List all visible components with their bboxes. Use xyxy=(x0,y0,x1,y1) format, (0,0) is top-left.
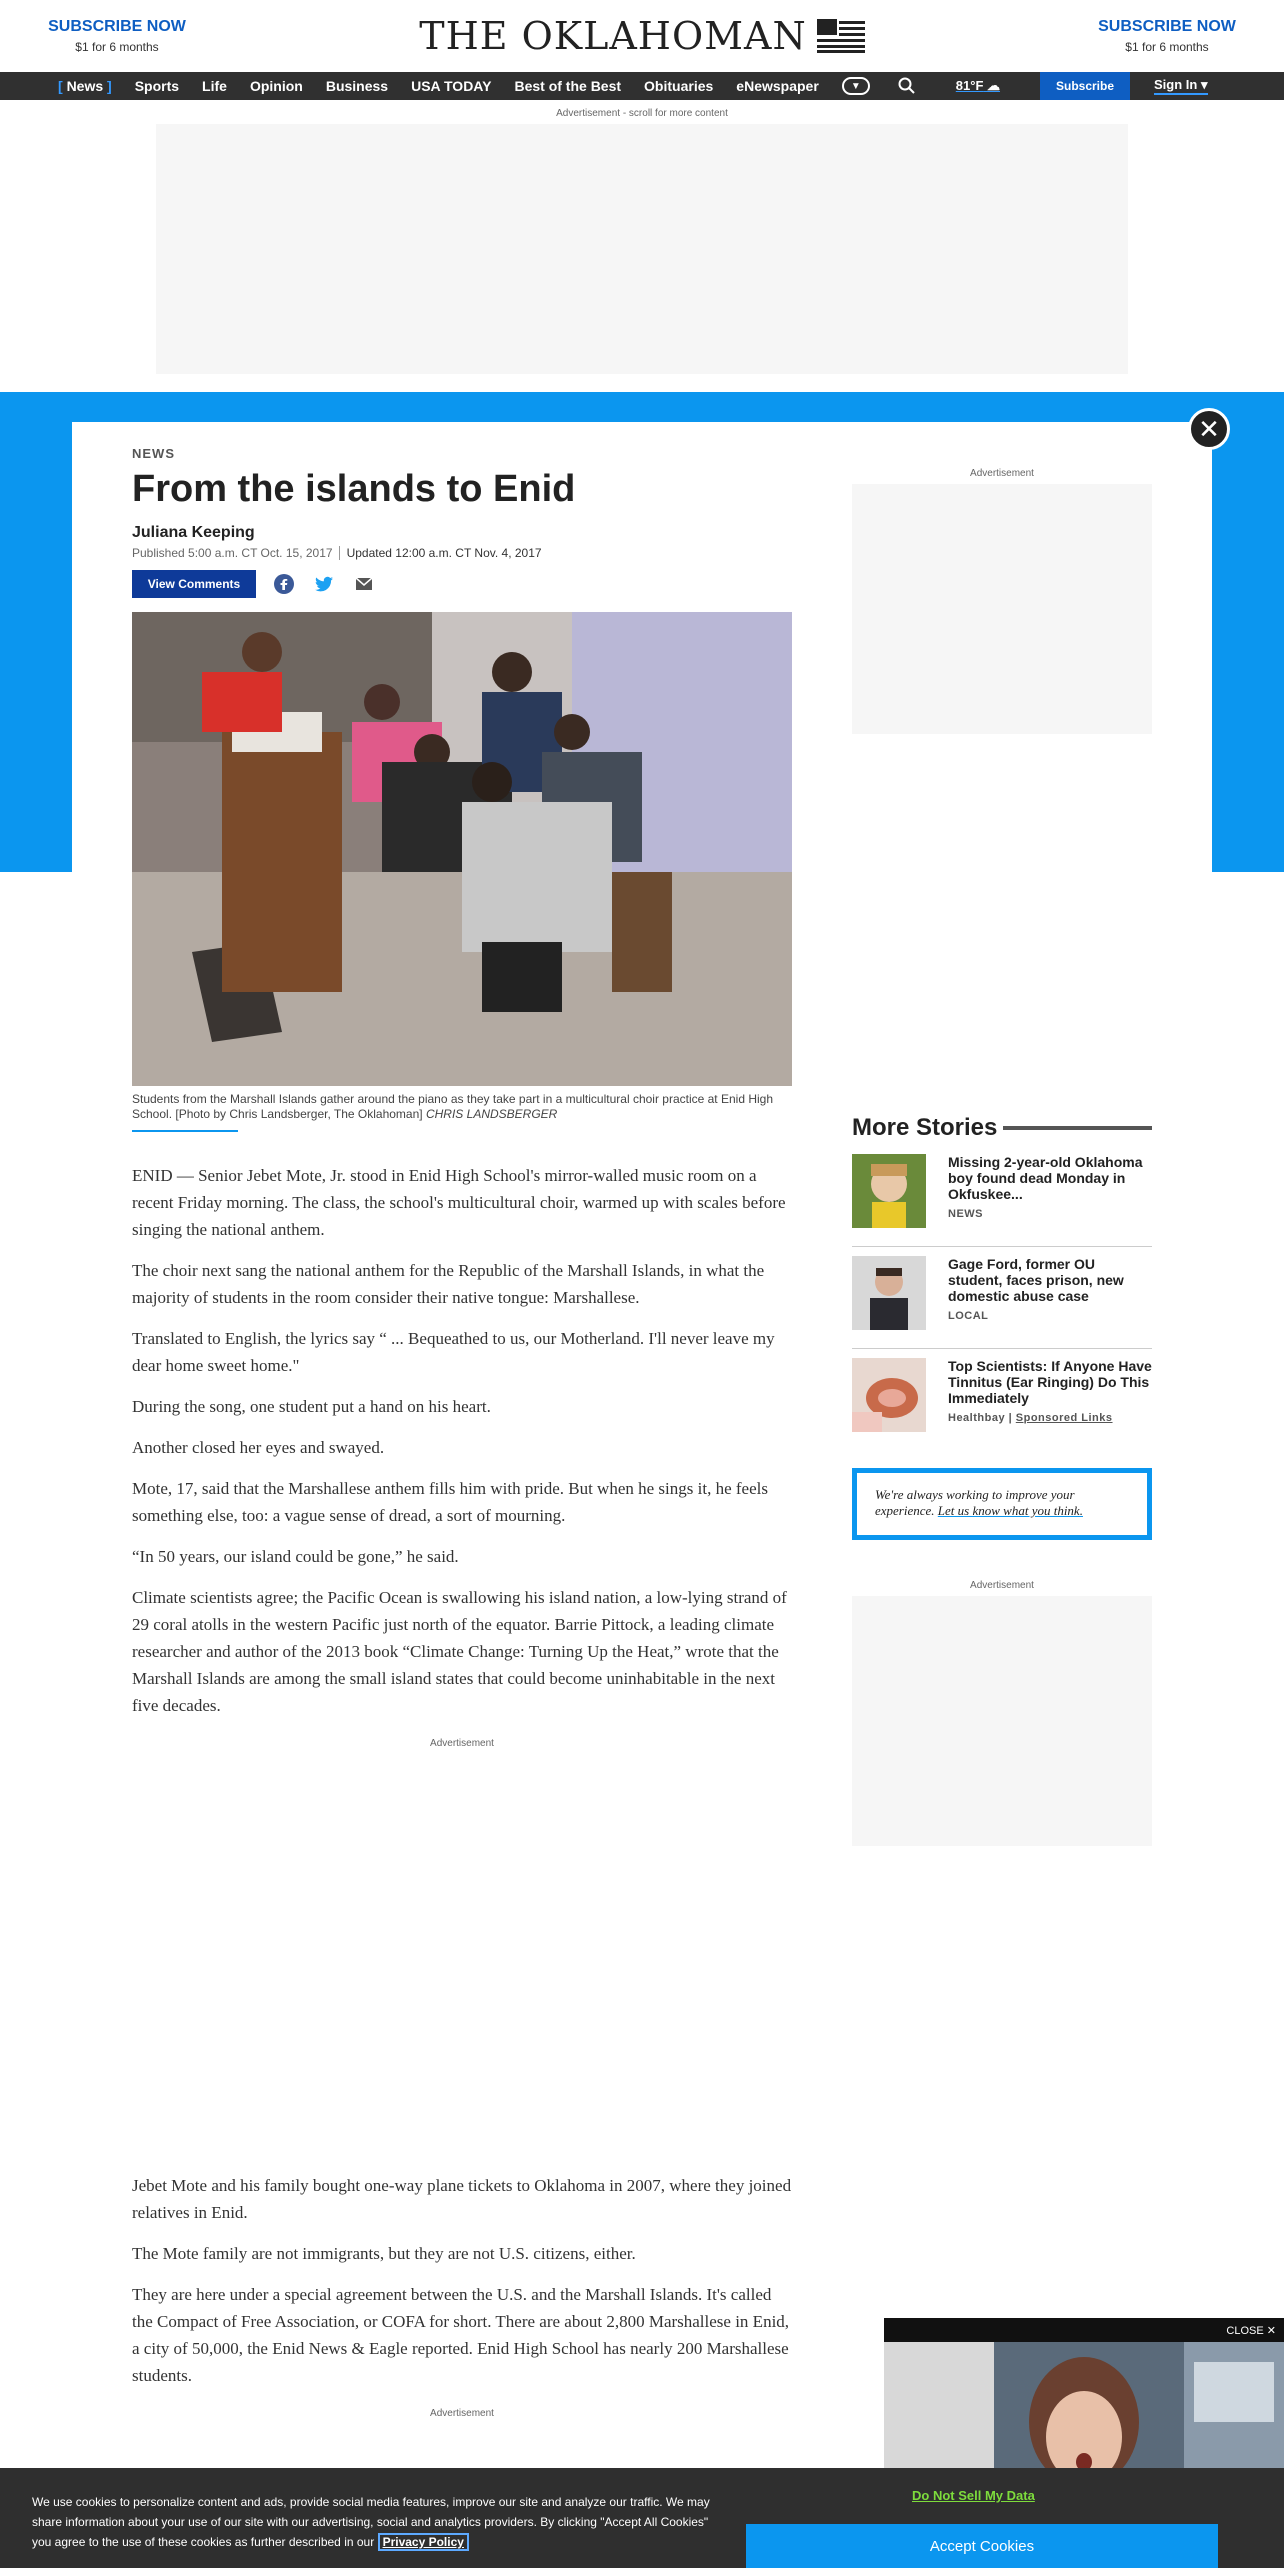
cookie-message: We use cookies to personalize content and ads, provide social media features, improve our site and analyze our traffic. We may share information about your use of our site with our advertising, social and analytics providers. By clicking "Accept All Cookies" you agree to the use of these cookies as further described in our Privacy Policy xyxy=(32,2495,710,2549)
video-close-button[interactable]: CLOSE ✕ xyxy=(1226,2324,1276,2337)
search-icon[interactable] xyxy=(898,77,916,95)
story-thumbnail[interactable] xyxy=(852,1256,926,1330)
accept-cookies-button[interactable]: Accept Cookies xyxy=(746,2524,1218,2568)
photo-caption xyxy=(132,1092,792,1122)
article-photo[interactable] xyxy=(132,612,792,1086)
ad-label: Advertisement xyxy=(970,1580,1034,1591)
story-thumbnail[interactable] xyxy=(852,1154,926,1228)
story-headline[interactable]: Gage Ford, former OU student, faces prison, new domestic abuse case xyxy=(948,1256,1124,1304)
published-date: Published 5:00 a.m. CT Oct. 15, 2017 xyxy=(132,546,333,560)
author-name[interactable]: Juliana Keeping xyxy=(132,524,255,541)
subscribe-subtitle[interactable]: $1 for 6 months xyxy=(1125,40,1209,54)
facebook-icon[interactable] xyxy=(274,574,294,594)
sponsored-links[interactable]: Sponsored Links xyxy=(1015,1412,1113,1424)
view-comments-button[interactable]: View Comments xyxy=(132,570,256,598)
nav-item-usa-today[interactable]: USA TODAY xyxy=(411,78,492,94)
story-headline[interactable]: Missing 2-year-old Oklahoma boy found dead Monday in Okfuskee... xyxy=(948,1154,1143,1202)
section-label[interactable]: NEWS xyxy=(132,446,175,461)
subscribe-button[interactable]: Subscribe xyxy=(1040,72,1130,100)
photo-credit: CHRIS LANDSBERGER xyxy=(425,1107,558,1121)
weather-temp[interactable]: 81°F xyxy=(955,78,984,93)
subscribe-title[interactable]: SUBSCRIBE NOW xyxy=(1098,18,1236,35)
flag-icon xyxy=(817,19,865,53)
sidebar-ad-bottom[interactable] xyxy=(852,1596,1152,1846)
subscribe-promo-left[interactable] xyxy=(22,18,212,54)
ad-label: Advertisement xyxy=(430,1738,494,1749)
sidebar-ad-top[interactable] xyxy=(852,484,1152,734)
article-dates xyxy=(132,546,542,560)
nav-item-opinion[interactable]: Opinion xyxy=(249,78,303,94)
story-headline[interactable]: Top Scientists: If Anyone Have Tinnitus (Ear Ringing) Do This Immediately xyxy=(948,1358,1152,1406)
more-stories-heading: More Stories xyxy=(852,1114,1152,1142)
chevron-down-icon[interactable]: ▼ xyxy=(842,77,870,95)
paragraph: “In 50 years, our island could be gone,” he said. xyxy=(132,1547,459,1566)
story-item[interactable] xyxy=(852,1256,1152,1340)
twitter-icon[interactable] xyxy=(314,574,334,594)
feedback-box xyxy=(852,1468,1152,1540)
story-tag: Healthbay | Sponsored Links xyxy=(948,1412,1113,1424)
subscribe-title[interactable]: SUBSCRIBE NOW xyxy=(48,18,186,35)
paragraph: During the song, one student put a hand on his heart. xyxy=(132,1397,491,1416)
updated-date: Updated 12:00 a.m. CT Nov. 4, 2017 xyxy=(339,546,542,560)
paragraph: Another closed her eyes and swayed. xyxy=(132,1438,385,1457)
divider xyxy=(852,1246,1152,1247)
paragraph: Translated to English, the lyrics say “ ... Bequeathed to us, our Motherland. I'll never leave my dear home sweet home." xyxy=(132,1329,775,1375)
caption-divider xyxy=(132,1130,238,1132)
nav-item-enewspaper[interactable]: eNewspaper xyxy=(736,78,819,94)
ad-note: Advertisement - scroll for more content xyxy=(556,108,728,119)
logo-text[interactable]: THE OKLAHOMAN xyxy=(419,14,807,58)
paragraph: The Mote family are not immigrants, but they are not U.S. citizens, either. xyxy=(132,2244,636,2263)
story-tag: NEWS xyxy=(948,1208,983,1220)
paragraph: Mote, 17, said that the Marshallese anthem fills him with pride. But when he sings it, he feels something else, too: a vague sense of dread, a sort of mourning. xyxy=(132,1479,768,1525)
subscribe-subtitle[interactable]: $1 for 6 months xyxy=(75,40,159,54)
site-header xyxy=(0,0,1284,72)
site-logo[interactable] xyxy=(410,14,874,58)
nav-item-news[interactable]: [ News ] xyxy=(58,78,112,94)
paragraph: They are here under a special agreement between the U.S. and the Marshall Islands. It's called the Compact of Free Association, or COFA for short. There are about 2,800 Marshallese in Enid, a city of 50,000, the Enid News & Eagle reported. Enid High School has nearly 200 Marshallese students. xyxy=(132,2285,790,2385)
privacy-policy-link[interactable]: Privacy Policy xyxy=(378,2533,469,2551)
nav-item-best-of-the-best[interactable]: Best of the Best xyxy=(514,78,622,94)
paragraph: The choir next sang the national anthem for the Republic of the Marshall Islands, in what the majority of students in the room consider their native tongue: Marshallese. xyxy=(132,1261,765,1307)
story-tag: LOCAL xyxy=(948,1310,989,1322)
feedback-link[interactable]: Let us know what you think. xyxy=(937,1503,1083,1518)
nav-item-business[interactable]: Business xyxy=(325,78,389,94)
sponsor-name[interactable]: Healthbay xyxy=(948,1412,1006,1424)
nav-item-sports[interactable]: Sports xyxy=(134,78,180,94)
top-ad[interactable] xyxy=(156,124,1128,374)
paragraph: Jebet Mote and his family bought one-way plane tickets to Oklahoma in 2007, where they joined relatives in Enid. xyxy=(132,2176,792,2222)
weather-icon: ☁ xyxy=(987,78,1001,93)
ad-label: Advertisement xyxy=(970,468,1034,479)
story-thumbnail[interactable] xyxy=(852,1358,926,1432)
nav-item-life[interactable]: Life xyxy=(202,78,227,94)
cookie-banner xyxy=(0,2468,1284,2568)
caption-text: Students from the Marshall Islands gather around the piano as they take part in a multicultural choir practice at Enid High School. [Photo by Chris Landsberger, The Oklahoman] xyxy=(132,1092,774,1121)
article-title: From the islands to Enid xyxy=(132,468,576,510)
main-nav xyxy=(0,72,1284,100)
divider xyxy=(852,1348,1152,1349)
do-not-sell-link[interactable]: Do Not Sell My Data xyxy=(912,2488,1035,2503)
sign-in-link[interactable]: Sign In ▾ xyxy=(1154,77,1207,95)
paragraph: Climate scientists agree; the Pacific Ocean is swallowing his island nation, a low-lying strand of 29 coral atolls in the western Pacific just north of the equator. Barrie Pittock, a leading climate researcher and author of the 2013 book “Climate Change: Turning Up the Heat,” wrote that the Marshall Islands are among the small island states that could become uninhabitable in the next five decades. xyxy=(132,1588,787,1715)
article-body-a xyxy=(132,1162,792,1733)
weather-widget[interactable] xyxy=(956,78,1000,94)
subscribe-promo-right[interactable] xyxy=(1072,18,1262,54)
feedback-text: We're always working to improve your experience. xyxy=(875,1487,1075,1518)
email-icon[interactable] xyxy=(354,574,374,594)
ad-label: Advertisement xyxy=(430,2408,494,2419)
story-item[interactable] xyxy=(852,1358,1152,1442)
paragraph: ENID — Senior Jebet Mote, Jr. stood in Enid High School's mirror-walled music room on a recent Friday morning. The class, the school's multicultural choir, warmed up with scales before singing the national anthem. xyxy=(132,1166,786,1239)
nav-item-obituaries[interactable]: Obituaries xyxy=(644,78,714,94)
close-icon[interactable]: ✕ xyxy=(1188,408,1230,450)
story-item[interactable] xyxy=(852,1154,1152,1238)
article-body-b xyxy=(132,2172,792,2403)
